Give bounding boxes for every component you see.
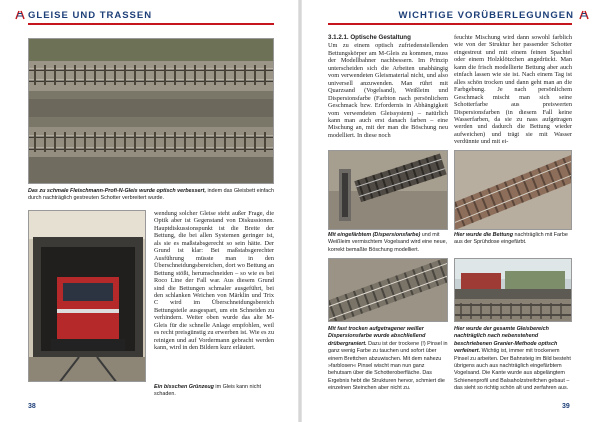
caption-emphasis: Ein bisschen Grünzeug <box>154 384 214 390</box>
caption-emphasis: Hier wurde der gesamte Gleisbereich nachträglich nach nebenstehend beschriebenen Granier-Methode optisch verfeinert. <box>454 326 558 355</box>
drybrushed-track-photo <box>328 258 448 322</box>
body-text: wendung solcher Gleise steht außer Frage, die Optik aber ist Gegenstand von Diskussionen. Hauptdiskussionspunkt ist die Breite der Bettung, die bei allen Systemen geringer ist, als sie es maßstabsgerecht so sein hätte. Der Grund ist klar: Bei maßstabsgerechter Ausführung müsste man in den Überschneidungsbereichen, dort wo Bettung an Bettung stößt, herumschneiden – so wie es bei Roco Line der Fall war. Aus diesem Grund sind die Bettungen schmaler ausgeführt, bei den schlanken Weichen von Märklin und Trix C wird im Überschneidungsbereich Bettungsteile ausgespart, um ein Schneiden zu verhindern. Weiter oben wurde das alte M-Gleis für die schnelle Anlage empfohlen, weil es recht preisgünstig zu erwerben ist. Wie es zu reinigen und auf Vordermann gebracht werden kann, wird in den Bildern kurz erläutert. <box>154 210 274 352</box>
rail-logo-icon <box>14 9 26 21</box>
rail-logo-icon <box>578 9 590 21</box>
locomotive-photo <box>28 210 146 382</box>
caption-text: Dazu ist der trockene (!) Pinsel in ganz wenig Farbe zu tauchen und sofort über einem Brettchen abzuwischen. Mit dem nahezu »farblosen« Pinsel wischt man nun ganz behutsam über die Schotteroberfläche. Das Ergebnis hebt die Strukturen hervor, schmiert die einzelnen Steinchen aber nicht zu. <box>328 340 448 392</box>
photo-caption <box>154 384 274 399</box>
page-number: 39 <box>562 403 570 410</box>
track-photo <box>28 38 274 184</box>
station-scene-photo <box>454 258 572 322</box>
page-number: 38 <box>28 403 36 410</box>
caption-text: Wichtig ist, immer mit trockenem Pinsel zu arbeiten. Der Bahnsteig im Bild besteht übrigens auch aus nachträglich eingefärbtem Vogelsand. Die Kante wurde aus abgelängtem Schienenprofil und Balsaholzstreifchen gebaut – das sieht so richtig schön alt und zerfahren aus. <box>454 348 571 392</box>
caption-text: im Gleis kann nicht schaden. <box>154 384 261 398</box>
caption-text: indem das Gleisbett einfach durch nachträglich gestreuten Schotter verbreitert wurde. <box>28 188 274 202</box>
body-text-column-1 <box>328 34 448 139</box>
caption-emphasis: Mit fast trocken aufgetragener weißer Dispersionsfarbe wurde abschließend drübergraniert. <box>328 326 426 347</box>
page-header: WICHTIGE VORÜBERLEGUNGEN <box>398 10 574 21</box>
caption-emphasis: Mit eingefärbtem (Dispersionsfarbe) <box>328 232 421 238</box>
page-header: GLEISE UND TRASSEN <box>28 10 153 21</box>
caption-text: und mit Weißleim vermischtem Vogelsand wird eine neue, korrekt bemaßte Böschung modelliert. <box>328 232 448 253</box>
embankment-photo <box>328 150 448 230</box>
spray-painted-track-photo <box>454 150 572 230</box>
photo-caption <box>28 188 274 203</box>
caption-emphasis: Das zu schmale Fleischmann-Profi-N-Gleis wurde optisch verbessert, <box>28 188 206 194</box>
body-text-column-2: feuchte Mischung wird dann sowohl farblich wie von der Struktur her passender Schotter eingestreut und mit einem feinen Spachtel oder einem Holzklötzchen angedrückt. Man kann die frisch modellierte Bettung aber auch einfach lassen wie sie ist. Nach einem Tag ist alles schön trocken und dann geht man an die Farbgebung. Je nach persönlichem Geschmack mischt man sich seine Schotterfarbe aus preiswerten Dispersionsfarben (in diesem Fall keine Wasserfarben, da sie zu nass aufgetragen werden und dadurch die Bettung wieder aufweichen) und trägt sie mit Wasser verdünnte und mit ei- <box>454 34 572 146</box>
header-rule <box>28 23 274 25</box>
section-title: 3.1.2.1. Optische Gestaltung <box>328 34 411 41</box>
photo-caption <box>454 326 572 393</box>
left-page <box>0 0 298 422</box>
caption-text: nachträglich mit Farbe aus der Sprühdose eingefärbt. <box>454 232 568 246</box>
right-page <box>302 0 600 422</box>
photo-caption <box>328 326 448 393</box>
column-text: Um zu einem optisch zufriedenstellenden Bettungskörper am M-Gleis zu kommen, muss der Modellbahner nachbessern. Im Prinzip unterscheiden sich die Arbeiten unabhängig vom verwendeten Gleismaterial nicht, und also universell anzuwenden. Man rührt mit Quarzsand (Vogelsand), Weißleim und Dispersionsfarbe (Farbton nach persönlichem Geschmack bzw. Erfordernis in Abhängigkeit vom verwendeten Gleissystem) – natürlich kann man auch erst danach farben – eine Mischung an, mit der man die Böschung neu modelliert. In diese noch <box>328 42 448 139</box>
caption-emphasis: Hier wurde die Bettung <box>454 232 514 238</box>
photo-caption <box>454 232 572 247</box>
photo-caption <box>328 232 448 254</box>
header-rule <box>328 23 572 25</box>
